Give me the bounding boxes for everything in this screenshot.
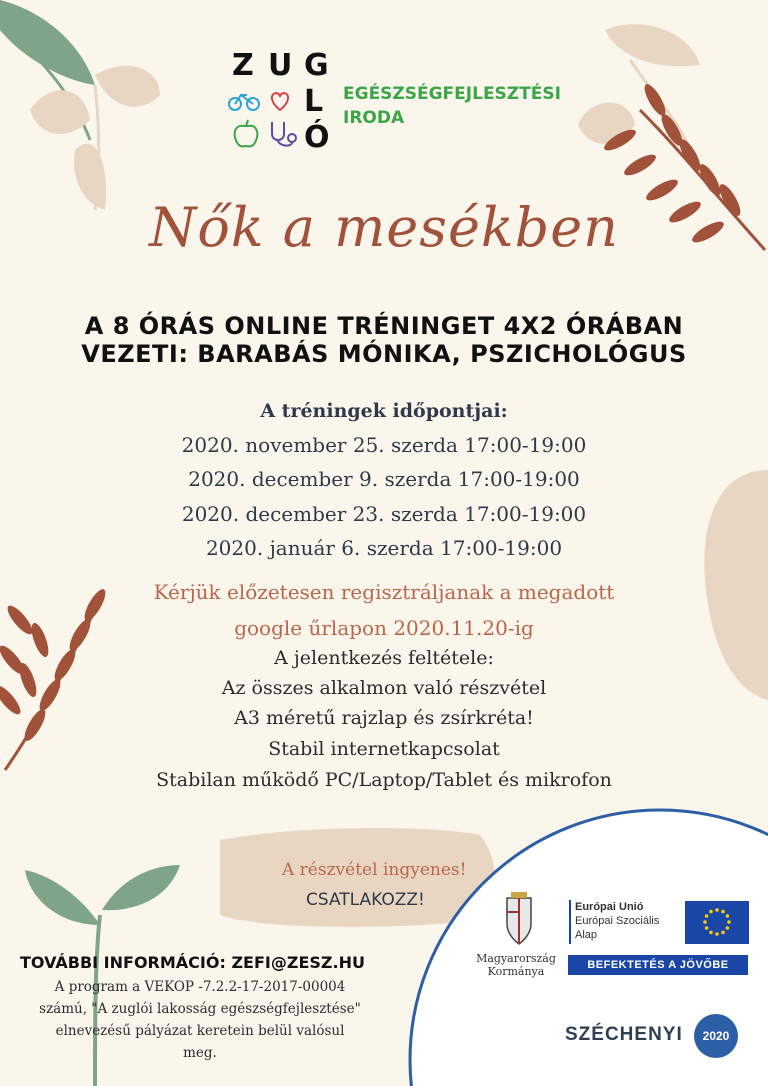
szechenyi-label: SZÉCHENYI [565, 1024, 683, 1045]
eu-divider [569, 900, 571, 944]
condition-item: Az összes alkalmon való részvétel [221, 677, 547, 699]
eu-label [575, 900, 659, 942]
page-title: Nők a mesékben [149, 196, 619, 259]
logo-line-2: IRODA [343, 108, 405, 128]
program-line-1: A program a VEKOP -7.2.2-17-2017-00004 [54, 979, 346, 995]
logo-letter: L [304, 84, 324, 119]
program-line-2: számú, "A zuglói lakosság egészségfejlesztése" [39, 1001, 361, 1017]
program-line-3: elnevezésű pályázat keretein belül valósul [55, 1023, 345, 1039]
program-description [0, 976, 400, 1064]
logo-line-1: EGÉSZSÉGFEJLESZTÉSI [343, 84, 561, 104]
date-item: 2020. november 25. szerda 17:00-19:00 [181, 433, 587, 457]
logo-letter: Ó [304, 120, 330, 155]
government-label [463, 952, 569, 978]
logo-subtitle [343, 82, 561, 130]
eu-stars-icon [685, 901, 749, 944]
stethoscope-icon [272, 122, 296, 146]
date-item: 2020. december 23. szerda 17:00-19:00 [181, 502, 587, 526]
condition-item: Stabilan működő PC/Laptop/Tablet és mikrofon [156, 769, 612, 791]
logo-letter: Z [232, 48, 254, 83]
more-info-email: TOVÁBBI INFORMÁCIÓ: ZEFI@ZESZ.HU [20, 953, 365, 972]
join-text: CSATLAKOZZ! [306, 890, 425, 910]
logo-letter: G [304, 48, 329, 83]
govt-line-1: Magyarország [476, 952, 556, 965]
subtitle-line-2: VEZETI: BARABÁS MÓNIKA, PSZICHOLÓGUS [81, 340, 687, 368]
beige-leaf-icon [30, 66, 160, 210]
subtitle [0, 312, 768, 368]
eu-line-1: Európai Unió [575, 901, 644, 913]
condition-item: A3 méretű rajzlap és zsírkréta! [234, 707, 534, 729]
dates-heading: A tréningek időpontjai: [260, 400, 508, 422]
date-item: 2020. december 9. szerda 17:00-19:00 [188, 467, 580, 491]
conditions-heading: A jelentkezés feltétele: [274, 647, 494, 669]
condition-item: Stabil internetkapcsolat [268, 738, 500, 760]
subtitle-line-1: A 8 ÓRÁS ONLINE TRÉNINGET 4X2 ÓRÁBAN [84, 312, 684, 340]
coat-of-arms-icon [497, 888, 541, 950]
logo-icons [226, 88, 300, 152]
bicycle-icon [229, 95, 259, 110]
invest-banner: BEFEKTETÉS A JÖVŐBE [568, 955, 748, 975]
registration-line-2: google űrlapon 2020.11.20-ig [234, 616, 534, 640]
govt-line-2: Kormánya [487, 965, 545, 978]
logo-letter: U [268, 48, 293, 83]
eu-line-2: Európai Szociális [575, 915, 660, 927]
eu-line-3: Alap [575, 929, 598, 941]
date-item: 2020. január 6. szerda 17:00-19:00 [205, 536, 563, 560]
free-participation-text: A részvétel ingyenes! [282, 860, 467, 880]
eu-flag-icon [685, 901, 749, 944]
heart-icon [272, 93, 288, 110]
szechenyi-2020-badge: 2020 [694, 1014, 738, 1058]
program-line-4: meg. [183, 1045, 217, 1061]
registration-line-1: Kérjük előzetesen regisztráljanak a megadott [153, 580, 615, 604]
apple-icon [235, 120, 258, 147]
